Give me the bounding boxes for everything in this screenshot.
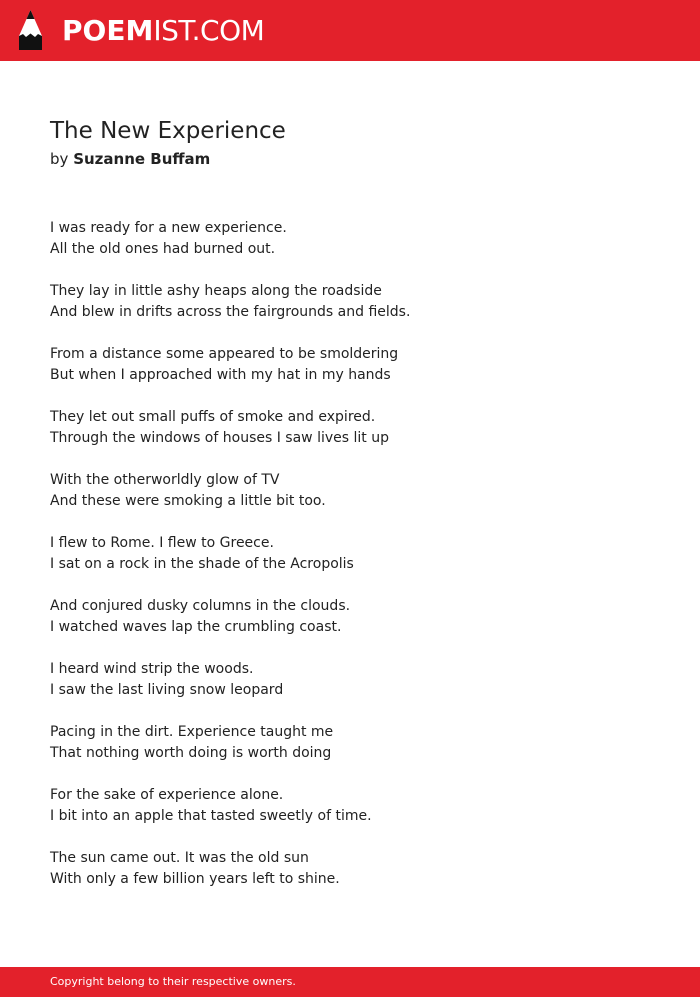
stanza <box>50 470 650 512</box>
stanza <box>50 722 650 764</box>
poem-line: I was ready for a new experience. <box>50 220 287 236</box>
poem-line: They let out small puffs of smoke and expired. <box>50 409 376 425</box>
poem-line: With only a few billion years left to shine. <box>50 871 340 887</box>
poem-line: But when I approached with my hat in my hands <box>50 367 391 383</box>
poem-line: And conjured dusky columns in the clouds. <box>50 598 351 614</box>
copyright-notice: Copyright belong to their respective owners. <box>50 975 296 988</box>
poem-line: I saw the last living snow leopard <box>50 682 284 698</box>
site-logo[interactable] <box>62 12 264 50</box>
by-label: by <box>50 150 69 168</box>
site-footer <box>0 967 700 997</box>
poem-line: I sat on a rock in the shade of the Acropolis <box>50 556 354 572</box>
poem-title: The New Experience <box>50 118 286 144</box>
poem-line: Through the windows of houses I saw lives lit up <box>50 430 389 446</box>
stanza <box>50 659 650 701</box>
poem-line: And these were smoking a little bit too. <box>50 493 326 509</box>
poem-line: All the old ones had burned out. <box>50 241 276 257</box>
poem-line: They lay in little ashy heaps along the roadside <box>50 283 382 299</box>
poem-line: I bit into an apple that tasted sweetly of time. <box>50 808 372 824</box>
poem-line: From a distance some appeared to be smoldering <box>50 346 399 362</box>
poem-line: That nothing worth doing is worth doing <box>50 745 332 761</box>
poem-byline <box>50 148 210 170</box>
site-header <box>0 0 700 61</box>
poem-line: Pacing in the dirt. Experience taught me <box>50 724 334 740</box>
stanza <box>50 533 650 575</box>
poem-line: The sun came out. It was the old sun <box>50 850 309 866</box>
poem-line: With the otherworldly glow of TV <box>50 472 280 488</box>
stanza <box>50 596 650 638</box>
stanza <box>50 848 650 890</box>
stanza <box>50 218 650 260</box>
stanza <box>50 344 650 386</box>
poem-line: For the sake of experience alone. <box>50 787 284 803</box>
stanza <box>50 281 650 323</box>
stanza <box>50 407 650 449</box>
poem-body <box>50 218 650 911</box>
logo-text-bold: POEM <box>62 14 154 47</box>
poem-author[interactable]: Suzanne Buffam <box>73 150 211 168</box>
pencil-tip-icon[interactable] <box>17 9 44 51</box>
poem-line: And blew in drifts across the fairgrounds and fields. <box>50 304 411 320</box>
stanza <box>50 785 650 827</box>
poem-line: I flew to Rome. I flew to Greece. <box>50 535 274 551</box>
logo-text-light: IST.COM <box>153 14 265 47</box>
poem-line: I heard wind strip the woods. <box>50 661 254 677</box>
poem-line: I watched waves lap the crumbling coast. <box>50 619 342 635</box>
